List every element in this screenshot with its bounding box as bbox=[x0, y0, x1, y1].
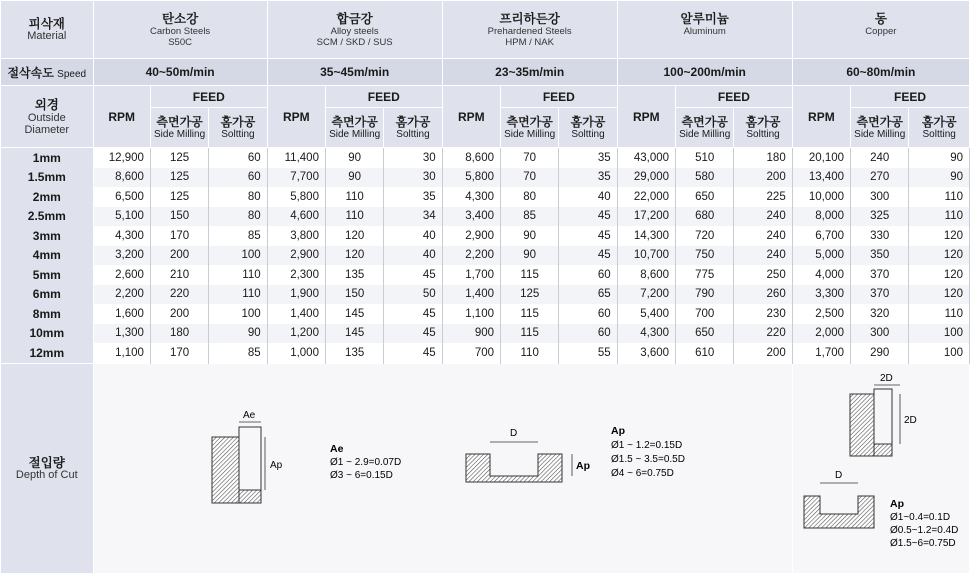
rpm-header: RPM bbox=[93, 86, 150, 148]
side-milling-feed-cell: 180 bbox=[150, 324, 208, 344]
material-name-ko: 합금강 bbox=[336, 11, 373, 26]
rpm-cell: 7,700 bbox=[267, 168, 325, 188]
slotting-feed-cell: 35 bbox=[384, 187, 442, 207]
material-prehardened-steel bbox=[442, 1, 617, 59]
slotting-feed-cell: 240 bbox=[734, 246, 792, 266]
rpm-header: RPM bbox=[617, 86, 675, 148]
side-milling-label-ko: 측면가공 bbox=[331, 114, 378, 129]
rpm-cell: 2,200 bbox=[442, 246, 500, 266]
side-milling-feed-cell: 370 bbox=[851, 265, 909, 285]
material-alloy-steel bbox=[267, 1, 442, 59]
slotting-label-en: Soltting bbox=[221, 128, 255, 140]
side-milling-feed-cell: 80 bbox=[501, 187, 559, 207]
material-carbon-steel bbox=[93, 1, 267, 59]
slotting-feed-cell: 260 bbox=[734, 285, 792, 305]
side-milling-feed-cell: 125 bbox=[501, 285, 559, 305]
rpm-cell: 5,000 bbox=[792, 246, 850, 266]
column-header-row bbox=[1, 86, 970, 108]
slotting-feed-cell: 45 bbox=[384, 324, 442, 344]
slotting-feed-cell: 85 bbox=[209, 226, 267, 246]
slotting-feed-cell: 65 bbox=[559, 285, 617, 305]
slotting-feed-cell: 30 bbox=[384, 148, 442, 168]
material-copper bbox=[792, 1, 969, 59]
rpm-cell: 4,300 bbox=[442, 187, 500, 207]
slotting-feed-cell: 110 bbox=[209, 285, 267, 305]
side-milling-feed-cell: 170 bbox=[150, 343, 208, 363]
slotting-feed-cell: 40 bbox=[559, 187, 617, 207]
diameter-cell: 4mm bbox=[1, 246, 94, 266]
side-milling-feed-cell: 510 bbox=[676, 148, 734, 168]
side-milling-diagram bbox=[212, 410, 401, 503]
side-milling-feed-cell: 370 bbox=[851, 285, 909, 305]
side-milling-feed-cell: 330 bbox=[851, 226, 909, 246]
slotting-feed-cell: 45 bbox=[384, 304, 442, 324]
workpiece-shape bbox=[850, 394, 892, 456]
copper-side-label: 2D bbox=[903, 414, 917, 426]
table-row bbox=[1, 187, 970, 207]
side-milling-feed-cell: 680 bbox=[676, 207, 734, 227]
rpm-cell: 3,400 bbox=[442, 207, 500, 227]
rpm-cell: 5,800 bbox=[442, 168, 500, 188]
copper-formula-line: Ø1.5~6=0.75D bbox=[889, 537, 956, 549]
rpm-cell: 1,400 bbox=[442, 285, 500, 305]
rpm-cell: 1,100 bbox=[442, 304, 500, 324]
depth-of-cut-label bbox=[1, 363, 94, 573]
side-milling-label-en: Side Milling bbox=[329, 128, 381, 140]
rpm-cell: 4,600 bbox=[267, 207, 325, 227]
side-milling-feed-cell: 610 bbox=[676, 343, 734, 363]
side-milling-feed-cell: 125 bbox=[150, 168, 208, 188]
ap-label: Ap bbox=[270, 459, 283, 471]
side-milling-feed-cell: 320 bbox=[851, 304, 909, 324]
feed-header: FEED bbox=[150, 86, 267, 108]
rpm-cell: 1,700 bbox=[442, 265, 500, 285]
slotting-header bbox=[734, 108, 792, 148]
d-label: D bbox=[510, 427, 518, 439]
slotting-feed-cell: 45 bbox=[384, 265, 442, 285]
ap-label: Ap bbox=[576, 459, 591, 472]
table-row bbox=[1, 285, 970, 305]
rpm-cell: 2,900 bbox=[267, 246, 325, 266]
rpm-cell: 2,500 bbox=[792, 304, 850, 324]
rpm-cell: 3,300 bbox=[792, 285, 850, 305]
slotting-feed-cell: 110 bbox=[209, 265, 267, 285]
slotting-feed-cell: 30 bbox=[384, 168, 442, 188]
side-milling-feed-cell: 350 bbox=[851, 246, 909, 266]
rpm-cell: 8,600 bbox=[442, 148, 500, 168]
material-grade: S50C bbox=[168, 36, 192, 48]
slotting-feed-cell: 80 bbox=[209, 187, 267, 207]
speed-value: 60~80m/min bbox=[792, 59, 969, 86]
slotting-feed-cell: 50 bbox=[384, 285, 442, 305]
slotting-feed-cell: 40 bbox=[384, 226, 442, 246]
side-milling-feed-cell: 200 bbox=[150, 304, 208, 324]
table-row bbox=[1, 168, 970, 188]
material-name-en: Aluminum bbox=[683, 25, 726, 37]
slotting-feed-cell: 35 bbox=[559, 148, 617, 168]
slotting-label-ko: 홈가공 bbox=[745, 114, 781, 129]
copper-slot-diagram bbox=[804, 470, 958, 549]
diameter-cell: 1.5mm bbox=[1, 168, 94, 188]
speed-value: 35~45m/min bbox=[267, 59, 442, 86]
rpm-cell: 1,400 bbox=[267, 304, 325, 324]
rpm-cell: 3,800 bbox=[267, 226, 325, 246]
material-name-ko: 알루미늄 bbox=[680, 11, 729, 26]
side-milling-feed-cell: 700 bbox=[676, 304, 734, 324]
rpm-cell: 29,000 bbox=[617, 168, 675, 188]
side-milling-feed-cell: 720 bbox=[676, 226, 734, 246]
side-milling-feed-cell: 220 bbox=[150, 285, 208, 305]
side-milling-label-en: Side Milling bbox=[504, 128, 556, 140]
slotting-label-ko: 홈가공 bbox=[570, 114, 606, 129]
copper-top-label: 2D bbox=[879, 372, 893, 384]
side-milling-feed-cell: 300 bbox=[851, 324, 909, 344]
side-milling-feed-cell: 145 bbox=[325, 324, 383, 344]
table-body bbox=[1, 148, 970, 364]
slotting-header bbox=[559, 108, 617, 148]
rpm-cell: 1,100 bbox=[93, 343, 150, 363]
material-name-en: Prehardened Steels bbox=[487, 25, 572, 37]
table-row bbox=[1, 304, 970, 324]
diameter-cell: 1mm bbox=[1, 148, 94, 168]
side-milling-header bbox=[851, 108, 909, 148]
side-milling-header bbox=[150, 108, 208, 148]
slotting-feed-cell: 100 bbox=[209, 304, 267, 324]
depth-of-cut-row bbox=[1, 363, 970, 573]
copper-formula-line: Ø1~0.4=0.1D bbox=[889, 511, 950, 523]
diameter-header bbox=[1, 86, 94, 148]
rpm-cell: 8,600 bbox=[93, 168, 150, 188]
side-milling-feed-cell: 145 bbox=[325, 304, 383, 324]
slotting-label-en: Soltting bbox=[396, 128, 430, 140]
slotting-feed-cell: 180 bbox=[734, 148, 792, 168]
side-milling-feed-cell: 150 bbox=[325, 285, 383, 305]
slotting-feed-cell: 90 bbox=[909, 168, 970, 188]
rpm-cell: 4,000 bbox=[792, 265, 850, 285]
side-milling-feed-cell: 90 bbox=[325, 168, 383, 188]
slotting-label-en: Soltting bbox=[746, 128, 780, 140]
side-milling-feed-cell: 135 bbox=[325, 343, 383, 363]
material-label-en: Material bbox=[27, 30, 67, 42]
slotting-feed-cell: 120 bbox=[909, 246, 970, 266]
material-name-ko: 프리하든강 bbox=[499, 11, 560, 26]
diameter-label-en2: Diameter bbox=[24, 123, 70, 136]
diameter-cell: 12mm bbox=[1, 343, 94, 363]
table-row bbox=[1, 226, 970, 246]
diameter-cell: 2.5mm bbox=[1, 207, 94, 227]
side-milling-feed-cell: 120 bbox=[325, 226, 383, 246]
rpm-cell: 10,700 bbox=[617, 246, 675, 266]
slotting-label-ko: 홈가공 bbox=[395, 114, 431, 129]
slotting-feed-cell: 60 bbox=[209, 168, 267, 188]
rpm-cell: 5,800 bbox=[267, 187, 325, 207]
slotting-feed-cell: 90 bbox=[909, 148, 970, 168]
slot-formula-line: Ø4 ~ 6=0.75D bbox=[611, 467, 674, 479]
copper-depth-diagram-svg bbox=[794, 364, 968, 568]
slotting-feed-cell: 110 bbox=[909, 304, 970, 324]
rpm-cell: 700 bbox=[442, 343, 500, 363]
rpm-header: RPM bbox=[267, 86, 325, 148]
table-row bbox=[1, 148, 970, 168]
slotting-feed-cell: 80 bbox=[209, 207, 267, 227]
speed-value: 40~50m/min bbox=[93, 59, 267, 86]
side-milling-feed-cell: 115 bbox=[501, 304, 559, 324]
slotting-feed-cell: 55 bbox=[559, 343, 617, 363]
slotting-feed-cell: 120 bbox=[909, 265, 970, 285]
side-milling-feed-cell: 70 bbox=[501, 148, 559, 168]
rpm-cell: 13,400 bbox=[792, 168, 850, 188]
feed-header: FEED bbox=[325, 86, 442, 108]
diameter-cell: 2mm bbox=[1, 187, 94, 207]
diameter-cell: 10mm bbox=[1, 324, 94, 344]
ae-label: Ae bbox=[243, 409, 256, 421]
rpm-cell: 8,600 bbox=[617, 265, 675, 285]
diameter-label-en1: Outside bbox=[27, 111, 66, 124]
speed-value: 100~200m/min bbox=[617, 59, 792, 86]
table-row bbox=[1, 343, 970, 363]
rpm-cell: 22,000 bbox=[617, 187, 675, 207]
rpm-cell: 17,200 bbox=[617, 207, 675, 227]
rpm-cell: 20,100 bbox=[792, 148, 850, 168]
side-milling-feed-cell: 650 bbox=[676, 324, 734, 344]
depth-diagrams-copper bbox=[792, 363, 969, 573]
diameter-label-ko: 외경 bbox=[34, 97, 59, 112]
rpm-cell: 2,300 bbox=[267, 265, 325, 285]
material-grade: SCM / SKD / SUS bbox=[316, 36, 393, 48]
side-milling-feed-cell: 135 bbox=[325, 265, 383, 285]
side-milling-feed-cell: 580 bbox=[676, 168, 734, 188]
rpm-cell: 2,200 bbox=[93, 285, 150, 305]
side-milling-label-ko: 측면가공 bbox=[681, 114, 728, 129]
side-milling-feed-cell: 125 bbox=[150, 148, 208, 168]
side-milling-feed-cell: 90 bbox=[325, 148, 383, 168]
side-milling-label-ko: 측면가공 bbox=[856, 114, 903, 129]
side-milling-feed-cell: 290 bbox=[851, 343, 909, 363]
rpm-cell: 2,900 bbox=[442, 226, 500, 246]
rpm-cell: 1,700 bbox=[792, 343, 850, 363]
slotting-feed-cell: 45 bbox=[559, 246, 617, 266]
slotting-feed-cell: 45 bbox=[384, 343, 442, 363]
diameter-cell: 3mm bbox=[1, 226, 94, 246]
rpm-header: RPM bbox=[442, 86, 500, 148]
material-grade: HPM / NAK bbox=[505, 36, 554, 48]
diameter-cell: 5mm bbox=[1, 265, 94, 285]
side-milling-feed-cell: 150 bbox=[150, 207, 208, 227]
speed-label-en: Speed bbox=[57, 68, 87, 80]
rpm-cell: 3,200 bbox=[93, 246, 150, 266]
side-milling-feed-cell: 325 bbox=[851, 207, 909, 227]
side-milling-feed-cell: 110 bbox=[325, 207, 383, 227]
side-milling-feed-cell: 85 bbox=[501, 207, 559, 227]
side-milling-feed-cell: 125 bbox=[150, 187, 208, 207]
diameter-cell: 6mm bbox=[1, 285, 94, 305]
side-milling-feed-cell: 210 bbox=[150, 265, 208, 285]
slotting-header bbox=[209, 108, 267, 148]
side-milling-feed-cell: 270 bbox=[851, 168, 909, 188]
slotting-feed-cell: 100 bbox=[209, 246, 267, 266]
rpm-cell: 900 bbox=[442, 324, 500, 344]
speed-value: 23~35m/min bbox=[442, 59, 617, 86]
slotting-label-en: Soltting bbox=[922, 128, 956, 140]
slotting-header bbox=[384, 108, 442, 148]
material-name-en: Carbon Steels bbox=[149, 25, 211, 37]
rpm-cell: 1,300 bbox=[93, 324, 150, 344]
feed-header: FEED bbox=[501, 86, 618, 108]
copper-side-diagram bbox=[850, 373, 917, 456]
slotting-feed-cell: 240 bbox=[734, 207, 792, 227]
slotting-feed-cell: 60 bbox=[209, 148, 267, 168]
diameter-cell: 8mm bbox=[1, 304, 94, 324]
slotting-feed-cell: 240 bbox=[734, 226, 792, 246]
slotting-feed-cell: 85 bbox=[209, 343, 267, 363]
material-aluminum bbox=[617, 1, 792, 59]
rpm-cell: 1,200 bbox=[267, 324, 325, 344]
table-row bbox=[1, 207, 970, 227]
slot-formula-title: Ap bbox=[611, 424, 626, 437]
slotting-feed-cell: 200 bbox=[734, 168, 792, 188]
slotting-feed-cell: 34 bbox=[384, 207, 442, 227]
slotting-feed-cell: 100 bbox=[909, 324, 970, 344]
depth-diagram-svg bbox=[94, 364, 791, 568]
workpiece-shape bbox=[212, 437, 261, 503]
side-milling-label-ko: 측면가공 bbox=[156, 114, 203, 129]
side-formula-line: Ø3 ~ 6=0.15D bbox=[330, 469, 393, 481]
rpm-cell: 6,700 bbox=[792, 226, 850, 246]
slotting-feed-cell: 120 bbox=[909, 285, 970, 305]
side-milling-feed-cell: 200 bbox=[150, 246, 208, 266]
side-milling-feed-cell: 120 bbox=[325, 246, 383, 266]
side-formula-line: Ø1 ~ 2.9=0.07D bbox=[330, 456, 402, 468]
side-milling-header bbox=[501, 108, 559, 148]
rpm-cell: 4,300 bbox=[617, 324, 675, 344]
slotting-label-en: Soltting bbox=[571, 128, 605, 140]
speed-row bbox=[1, 59, 970, 86]
slot-formula-line: Ø1.5 ~ 3.5=0.5D bbox=[611, 453, 686, 465]
slotting-feed-cell: 45 bbox=[559, 207, 617, 227]
side-milling-feed-cell: 110 bbox=[501, 343, 559, 363]
material-name-en: Copper bbox=[865, 25, 897, 37]
slotting-feed-cell: 40 bbox=[384, 246, 442, 266]
slotting-feed-cell: 60 bbox=[559, 265, 617, 285]
side-milling-feed-cell: 790 bbox=[676, 285, 734, 305]
rpm-cell: 3,600 bbox=[617, 343, 675, 363]
side-milling-feed-cell: 90 bbox=[501, 246, 559, 266]
workpiece-shape bbox=[804, 496, 874, 528]
side-milling-label-ko: 측면가공 bbox=[506, 114, 553, 129]
rpm-cell: 7,200 bbox=[617, 285, 675, 305]
depth-diagrams-steel bbox=[93, 363, 792, 573]
slotting-feed-cell: 200 bbox=[734, 343, 792, 363]
side-milling-header bbox=[325, 108, 383, 148]
side-milling-label-en: Side Milling bbox=[154, 128, 206, 140]
workpiece-shape bbox=[466, 454, 562, 482]
slotting-feed-cell: 120 bbox=[909, 226, 970, 246]
slotting-feed-cell: 220 bbox=[734, 324, 792, 344]
material-name-ko: 동 bbox=[874, 11, 887, 26]
slotting-feed-cell: 225 bbox=[734, 187, 792, 207]
rpm-cell: 5,400 bbox=[617, 304, 675, 324]
slot-formula-line: Ø1 ~ 1.2=0.15D bbox=[611, 439, 683, 451]
rpm-cell: 1,600 bbox=[93, 304, 150, 324]
slotting-feed-cell: 100 bbox=[909, 343, 970, 363]
slotting-feed-cell: 250 bbox=[734, 265, 792, 285]
rpm-cell: 10,000 bbox=[792, 187, 850, 207]
slotting-feed-cell: 230 bbox=[734, 304, 792, 324]
table-row bbox=[1, 265, 970, 285]
material-label-ko: 피삭재 bbox=[28, 17, 65, 31]
side-milling-feed-cell: 775 bbox=[676, 265, 734, 285]
rpm-cell: 6,500 bbox=[93, 187, 150, 207]
slotting-feed-cell: 90 bbox=[209, 324, 267, 344]
slotting-label-ko: 홈가공 bbox=[921, 114, 957, 129]
rpm-cell: 1,000 bbox=[267, 343, 325, 363]
side-milling-feed-cell: 115 bbox=[501, 265, 559, 285]
side-milling-feed-cell: 70 bbox=[501, 168, 559, 188]
rpm-cell: 43,000 bbox=[617, 148, 675, 168]
slotting-feed-cell: 110 bbox=[909, 187, 970, 207]
copper-formula-line: Ø0.5~1.2=0.4D bbox=[889, 524, 959, 536]
rpm-cell: 11,400 bbox=[267, 148, 325, 168]
feed-header: FEED bbox=[676, 86, 793, 108]
table-row bbox=[1, 246, 970, 266]
slotting-header bbox=[909, 108, 970, 148]
slotting-diagram bbox=[466, 425, 685, 482]
side-milling-feed-cell: 300 bbox=[851, 187, 909, 207]
d-label: D bbox=[834, 469, 843, 481]
copper-formula-title: Ap bbox=[889, 497, 904, 510]
side-milling-label-en: Side Milling bbox=[854, 128, 906, 140]
table-row bbox=[1, 324, 970, 344]
slotting-feed-cell: 60 bbox=[559, 324, 617, 344]
side-formula-title: Ae bbox=[330, 442, 344, 455]
material-header-row bbox=[1, 1, 970, 59]
side-milling-feed-cell: 240 bbox=[851, 148, 909, 168]
feed-header: FEED bbox=[851, 86, 970, 108]
material-name-ko: 탄소강 bbox=[161, 11, 199, 26]
side-milling-feed-cell: 650 bbox=[676, 187, 734, 207]
material-header-cell bbox=[1, 1, 94, 59]
speed-label bbox=[1, 59, 94, 86]
side-milling-feed-cell: 90 bbox=[501, 226, 559, 246]
slotting-feed-cell: 45 bbox=[559, 226, 617, 246]
slotting-feed-cell: 60 bbox=[559, 304, 617, 324]
rpm-cell: 2,000 bbox=[792, 324, 850, 344]
side-milling-feed-cell: 115 bbox=[501, 324, 559, 344]
rpm-cell: 1,900 bbox=[267, 285, 325, 305]
side-milling-feed-cell: 110 bbox=[325, 187, 383, 207]
rpm-cell: 4,300 bbox=[93, 226, 150, 246]
side-milling-header bbox=[676, 108, 734, 148]
slotting-label-ko: 홈가공 bbox=[220, 114, 256, 129]
rpm-cell: 8,000 bbox=[792, 207, 850, 227]
rpm-header: RPM bbox=[792, 86, 850, 148]
rpm-cell: 12,900 bbox=[93, 148, 150, 168]
rpm-cell: 5,100 bbox=[93, 207, 150, 227]
depth-label-ko: 절입량 bbox=[28, 455, 65, 470]
material-name-en: Alloy steels bbox=[330, 25, 379, 37]
depth-label-en: Depth of Cut bbox=[15, 468, 78, 481]
slotting-feed-cell: 110 bbox=[909, 207, 970, 227]
side-milling-feed-cell: 750 bbox=[676, 246, 734, 266]
rpm-cell: 14,300 bbox=[617, 226, 675, 246]
side-milling-label-en: Side Milling bbox=[679, 128, 731, 140]
slotting-feed-cell: 35 bbox=[559, 168, 617, 188]
rpm-cell: 2,600 bbox=[93, 265, 150, 285]
speed-label-ko: 절삭속도 bbox=[7, 65, 54, 80]
side-milling-feed-cell: 170 bbox=[150, 226, 208, 246]
